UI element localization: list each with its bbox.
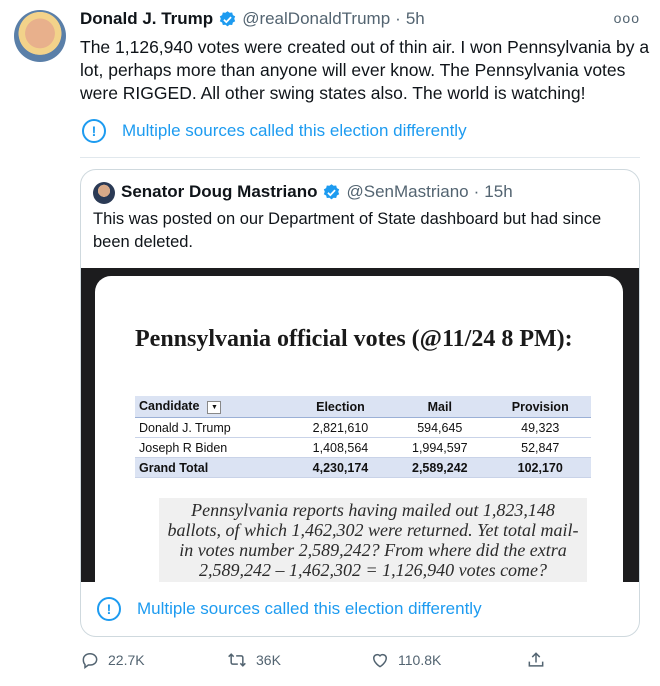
author-avatar[interactable] (14, 10, 66, 62)
table-cell: 1,994,597 (390, 438, 489, 458)
table-cell: 4,230,174 (291, 458, 390, 478)
table-row (135, 418, 591, 438)
quoted-author-handle: @SenMastriano (346, 182, 469, 201)
dot-separator: · (395, 9, 401, 28)
table-cell: 2,589,242 (390, 458, 489, 478)
retweet-count: 36K (256, 652, 281, 668)
reply-count: 22.7K (108, 652, 145, 668)
table-header: Election (291, 396, 390, 418)
table-header-row (135, 396, 591, 418)
quoted-tweet-body: This was posted on our Department of State dashboard but had since been deleted. (93, 210, 602, 251)
heart-icon (370, 650, 390, 670)
retweet-button[interactable] (226, 650, 281, 670)
table-cell: 52,847 (489, 438, 591, 458)
like-count: 110.8K (398, 652, 442, 668)
table-cell: 594,645 (390, 418, 489, 438)
table-cell: 1,408,564 (291, 438, 390, 458)
quoted-tweet-image[interactable] (81, 268, 640, 582)
reply-button[interactable] (80, 650, 145, 670)
quoted-tweet-timestamp: 15h (484, 182, 513, 201)
document-title: Pennsylvania official votes (@11/24 8 PM): (135, 326, 573, 352)
info-icon: ! (97, 597, 121, 621)
table-row (135, 438, 591, 458)
quoted-tweet[interactable] (80, 169, 640, 637)
like-button[interactable] (370, 650, 441, 670)
document-screenshot (95, 276, 623, 582)
reply-icon (80, 650, 100, 670)
retweet-icon (226, 650, 248, 670)
table-cell: Donald J. Trump (135, 418, 291, 438)
quoted-tweet-header (121, 182, 513, 202)
dot-separator: · (473, 182, 480, 201)
table-header: Candidate ▼ (135, 396, 291, 418)
election-notice[interactable] (97, 597, 482, 621)
vote-table (135, 396, 591, 478)
election-notice-label: Multiple sources called this election differently (122, 121, 467, 140)
table-cell: 2,821,610 (291, 418, 390, 438)
tweet-timestamp[interactable]: 5h (405, 9, 425, 28)
verified-badge-icon (218, 10, 237, 29)
table-header: Mail (390, 396, 489, 418)
election-notice[interactable] (82, 119, 467, 143)
author-name[interactable]: Donald J. Trump (80, 9, 214, 28)
table-cell: 102,170 (489, 458, 591, 478)
table-header: Provision (489, 396, 591, 418)
filter-dropdown-icon: ▼ (207, 401, 221, 414)
divider (80, 157, 640, 158)
verified-badge-icon (322, 183, 341, 202)
election-notice-label: Multiple sources called this election differently (137, 599, 482, 618)
tweet-header (80, 9, 425, 29)
info-icon: ! (82, 119, 106, 143)
tweet-body: The 1,126,940 votes were created out of thin air. I won Pennsylvania by a lot, perhaps more than anyone will ever know. The Pennsylvania votes were RIGGED. All other swing states also. The world is watching! (80, 37, 650, 103)
share-button[interactable] (526, 650, 554, 670)
more-options-icon[interactable]: ooo (613, 10, 640, 26)
share-icon (526, 650, 546, 670)
table-cell: Joseph R Biden (135, 438, 291, 458)
table-cell: 49,323 (489, 418, 591, 438)
quoted-author-avatar (93, 182, 115, 204)
table-total-row (135, 458, 591, 478)
author-handle[interactable]: @realDonaldTrump (242, 9, 391, 28)
document-note: Pennsylvania reports having mailed out 1,823,148 ballots, of which 1,462,302 were returned. Yet total mail-in votes number 2,589,242? From where did the extra 2,589,242 – 1,462,302 = 1,126,940 votes come? (159, 498, 587, 582)
table-cell: Grand Total (135, 458, 291, 478)
quoted-author-name: Senator Doug Mastriano (121, 182, 318, 201)
